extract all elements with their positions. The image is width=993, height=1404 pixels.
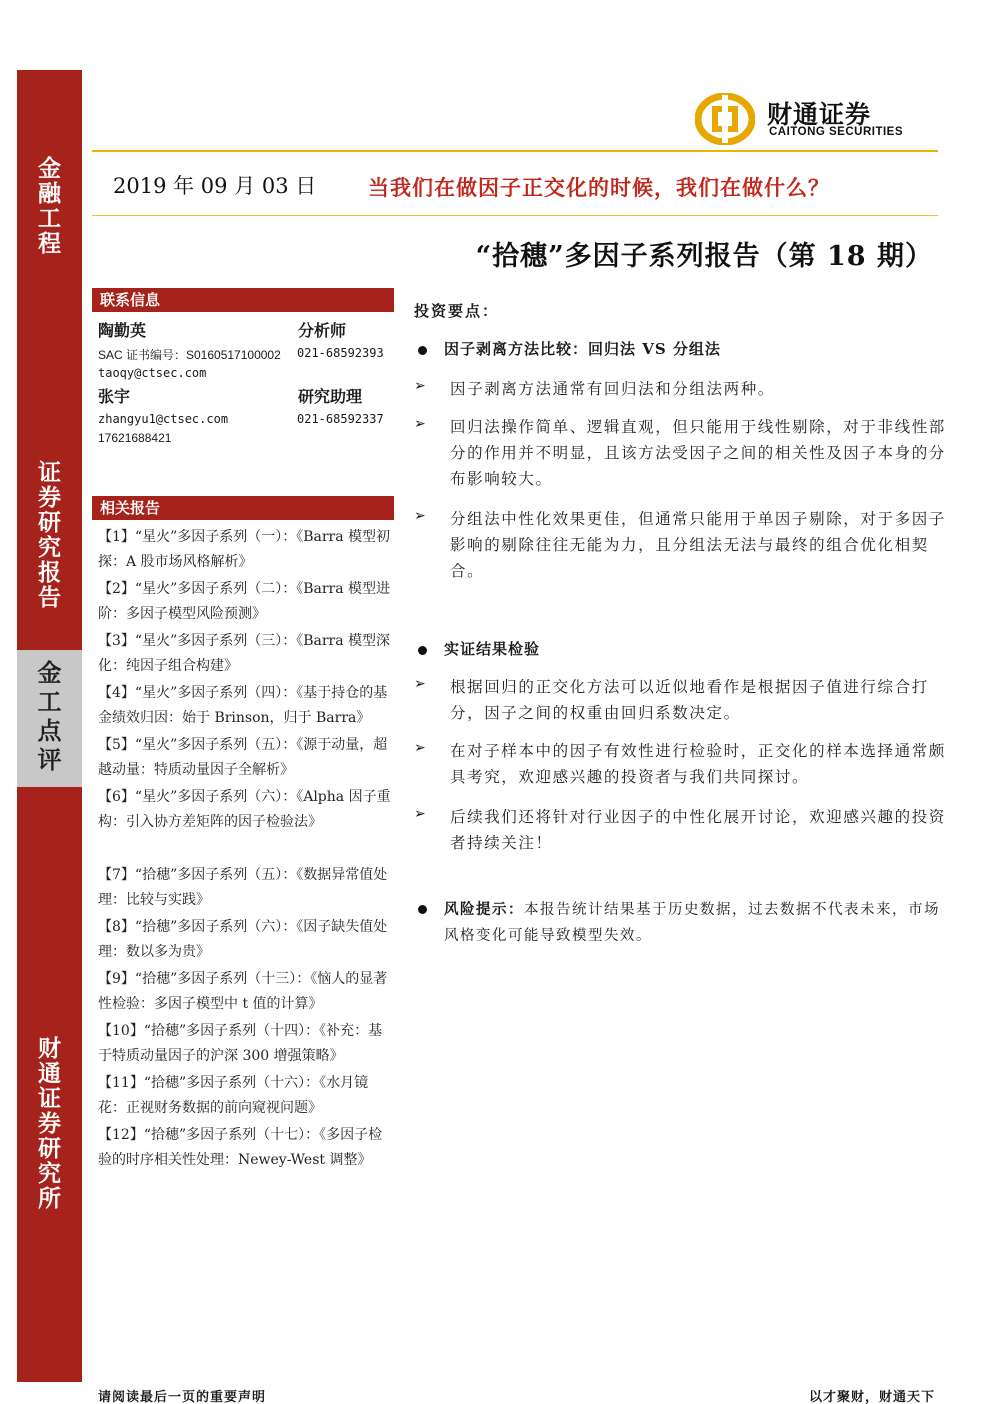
- arrow-point: [414, 804, 954, 858]
- arrow-point-text: 分组法中性化效果更佳，但通常只能用于单因子剔除，对于多因子影响的剔除往往无能为力，且分组法无法与最终的组合优化相契合。: [450, 510, 946, 580]
- header-rule-bottom: [92, 215, 938, 216]
- arrow-point: [414, 674, 954, 728]
- bullet-dot-icon: [418, 346, 427, 355]
- assistant-phone: 021-68592337: [297, 412, 384, 426]
- sidebar-char: 评: [37, 745, 62, 774]
- sidebar-char: 点: [37, 716, 62, 745]
- sidebar-char: 所: [38, 1185, 61, 1212]
- list-item[interactable]: 【3】“星火”多因子系列（三）：《Barra 模型深化：纯因子组合构建》: [98, 633, 391, 674]
- arrow-bullet-icon: ➢: [414, 676, 426, 692]
- risk-warning-text: [444, 897, 950, 949]
- sidebar-char: 告: [38, 584, 61, 611]
- sidebar-char: 工: [38, 205, 61, 232]
- bullet-dot-icon: [418, 905, 427, 914]
- sidebar-char: 究: [38, 1160, 61, 1187]
- sidebar-char: 报: [38, 559, 61, 586]
- analyst-email[interactable]: taoqy@ctsec.com: [98, 366, 207, 380]
- sidebar-char: 工: [37, 687, 62, 716]
- contact-block: [98, 318, 398, 453]
- sidebar-label-research-report: [17, 460, 82, 610]
- logo-coin-icon: [695, 93, 755, 145]
- arrow-point: [414, 414, 954, 494]
- bullet-heading: 实证结果检验: [444, 640, 541, 658]
- arrow-bullet-icon: ➢: [414, 508, 426, 524]
- logo-chinese-name: 财通证券: [767, 100, 872, 129]
- list-item[interactable]: 【6】“星火”多因子系列（六）：《Alpha 因子重构：引入协方差矩阵的因子检验法》: [98, 789, 391, 830]
- arrow-point: [414, 506, 954, 586]
- sidebar-highlight: [17, 650, 82, 787]
- assistant-role: 研究助理: [298, 387, 363, 406]
- bullet-dot-icon: [418, 646, 427, 655]
- reports-section-header: 相关报告: [92, 496, 394, 520]
- sidebar-char: 证: [38, 459, 61, 486]
- risk-warning: [414, 897, 954, 953]
- header-rule-top: [92, 150, 938, 152]
- list-item[interactable]: 【9】“拾穗”多因子系列（十三）：《恼人的显著性检验：多因子模型中 t 值的计算》: [98, 971, 388, 1012]
- contact-section-header: 联系信息: [92, 288, 394, 312]
- list-item[interactable]: 【10】“拾穗”多因子系列（十四）：《补充：基于特质动量因子的沪深 300 增强策略》: [98, 1023, 383, 1064]
- bullet-section-empirical-test: [414, 638, 954, 662]
- list-item[interactable]: 【5】“星火”多因子系列（五）：《源于动量，超越动量：特质动量因子全解析》: [98, 737, 388, 778]
- arrow-point-text: 因子剥离方法通常有回归法和分组法两种。: [450, 380, 775, 398]
- bullet-section-method-comparison: [414, 338, 954, 362]
- sidebar-label-quant-comment: [17, 658, 82, 774]
- sidebar-char: 证: [38, 1085, 61, 1112]
- sidebar-char: 券: [38, 1110, 61, 1137]
- logo-english-name: CAITONG SECURITIES: [769, 126, 904, 138]
- arrow-point: [414, 738, 954, 792]
- assistant-email[interactable]: zhangyu1@ctsec.com: [98, 412, 229, 426]
- arrow-point-text: 回归法操作简单、逻辑直观，但只能用于线性剔除，对于非线性部分的作用并不明显，且该方法受因子之间的相关性及因子本身的分布影响较大。: [450, 418, 946, 488]
- footer-disclaimer-note: 请阅读最后一页的重要声明: [98, 1390, 267, 1404]
- list-item[interactable]: 【1】“星火”多因子系列（一）：《Barra 模型初探：A 股市场风格解析》: [98, 529, 391, 570]
- list-item[interactable]: 【12】“拾穗”多因子系列（十七）：《多因子检验的时序相关性处理：Newey-West 调整》: [98, 1127, 383, 1168]
- arrow-point-text: 在对子样本中的因子有效性进行检验时，正交化的样本选择通常颇具考究，欢迎感兴趣的投资者与我们共同探讨。: [450, 742, 946, 786]
- footer-slogan: 以才聚财，财通天下: [808, 1390, 935, 1404]
- list-item[interactable]: 【7】“拾穗”多因子系列（五）：《数据异常值处理：比较与实践》: [98, 867, 388, 908]
- analyst-sac-number: SAC 证书编号：S0160517100002: [98, 348, 281, 362]
- arrow-point-text: 后续我们还将针对行业因子的中性化展开讨论，欢迎感兴趣的投资者持续关注！: [450, 808, 946, 852]
- analyst-role: 分析师: [298, 321, 347, 340]
- sidebar-char: 程: [38, 230, 61, 257]
- sidebar-char: 研: [38, 1135, 61, 1162]
- arrow-point: [414, 376, 954, 404]
- left-sidebar: [17, 70, 82, 1382]
- report-headline: 当我们在做因子正交化的时候，我们在做什么？: [368, 175, 830, 200]
- list-item[interactable]: 【11】“拾穗”多因子系列（十六）：《水月镜花：正视财务数据的前向窥视问题》: [98, 1075, 369, 1116]
- sidebar-char: 金: [37, 658, 62, 687]
- bullet-heading: 因子剥离方法比较：回归法 VS 分组法: [444, 340, 721, 358]
- investment-highlights-heading: 投资要点：: [414, 302, 500, 320]
- arrow-point-text: 根据回归的正交化方法可以近似地看作是根据因子值进行综合打分，因子之间的权重由回归系数决定。: [450, 678, 929, 722]
- list-item[interactable]: 【8】“拾穗”多因子系列（六）：《因子缺失值处理：数以多为贵》: [98, 919, 388, 960]
- assistant-mobile: 17621688421: [98, 431, 172, 445]
- arrow-bullet-icon: ➢: [414, 416, 426, 432]
- arrow-bullet-icon: ➢: [414, 740, 426, 756]
- sidebar-label-finance-engineering: [17, 156, 82, 256]
- sidebar-char: 研: [38, 509, 61, 536]
- arrow-bullet-icon: ➢: [414, 806, 426, 822]
- sidebar-char: 融: [38, 180, 61, 207]
- analyst-phone: 021-68592393: [297, 346, 384, 360]
- assistant-name: 张宇: [98, 387, 131, 406]
- list-item[interactable]: 【4】“星火”多因子系列（四）：《基于持仓的基金绩效归因：始于 Brinson，归于 Barra》: [98, 685, 388, 726]
- series-title: “拾穗”多因子系列报告（第 18 期）: [475, 241, 933, 272]
- sidebar-label-institute: [17, 1036, 82, 1211]
- sidebar-char: 究: [38, 534, 61, 561]
- sidebar-char: 券: [38, 484, 61, 511]
- list-item[interactable]: 【2】“星火”多因子系列（二）：《Barra 模型进阶：多因子模型风险预测》: [98, 581, 391, 622]
- sidebar-char: 金: [38, 155, 61, 182]
- risk-label: 风险提示：: [444, 901, 524, 918]
- company-logo: [695, 93, 925, 145]
- arrow-bullet-icon: ➢: [414, 378, 426, 394]
- analyst-name: 陶勤英: [98, 321, 147, 340]
- report-date: 2019 年 09 月 03 日: [113, 174, 317, 198]
- sidebar-char: 通: [38, 1060, 61, 1087]
- sidebar-char: 财: [38, 1035, 61, 1062]
- risk-body: 本报告统计结果基于历史数据，过去数据不代表未来，市场风格变化可能导致模型失效。: [444, 902, 940, 944]
